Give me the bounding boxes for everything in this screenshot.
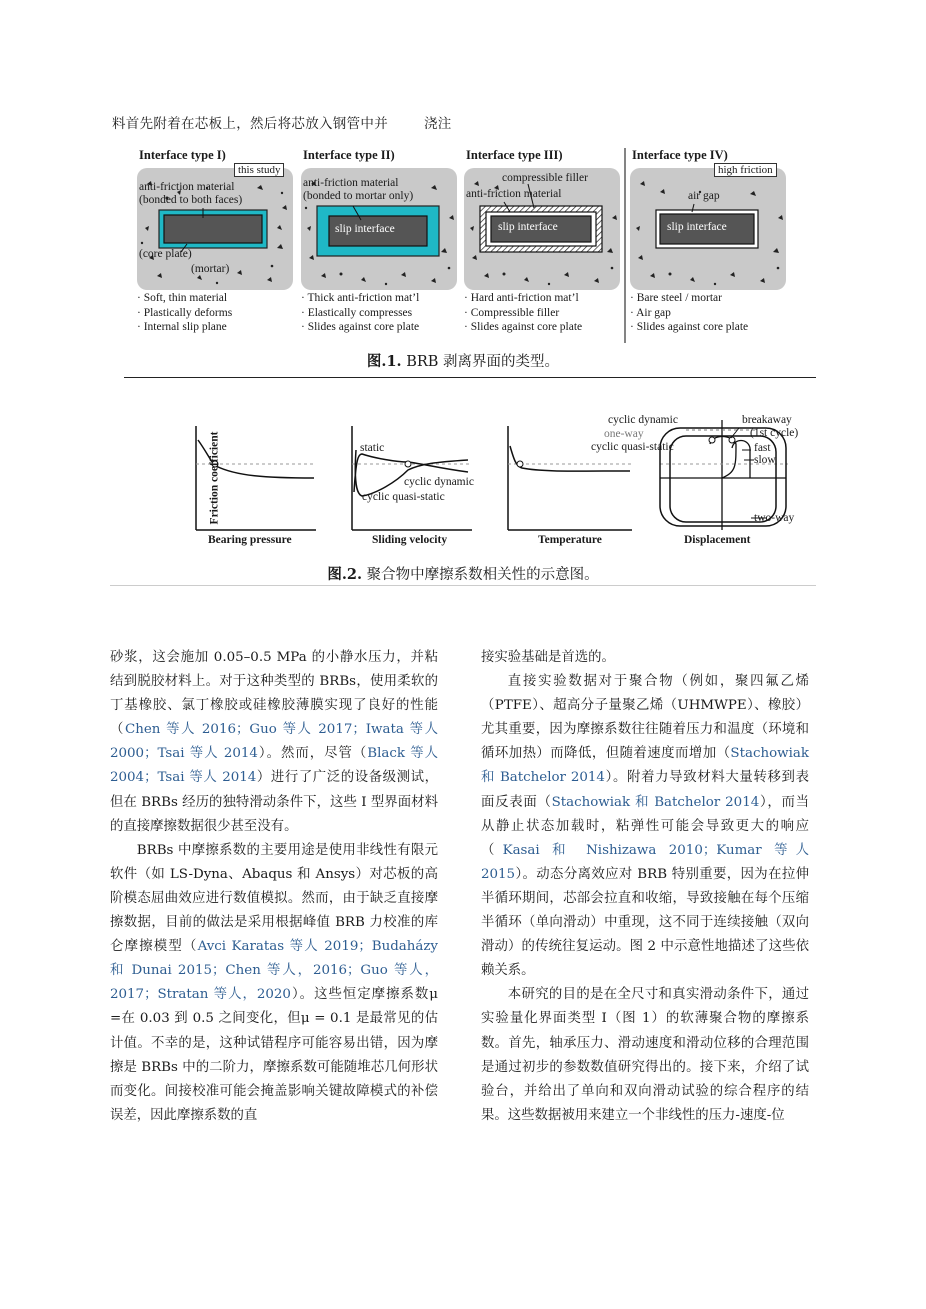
text-run: 接实验基础是首选的。 <box>481 650 615 665</box>
fig2-label-static: static <box>360 442 385 454</box>
panel-1-label-material: anti-friction material <box>139 181 235 193</box>
fig2-label-one-way: one-way <box>604 428 644 440</box>
core-plate-1 <box>164 215 262 243</box>
panel-4-bullets <box>630 291 790 335</box>
fig2-label-cyclic-dynamic: cyclic dynamic <box>404 476 474 488</box>
fig2-label-fast: fast <box>754 442 771 454</box>
panel-1-label-mortar: (mortar) <box>191 263 230 275</box>
panel-4-label-airgap: air gap <box>688 190 720 202</box>
text-run: ）进行了广泛的设备级测试，但在 BRBs 经历的独特滑动条件下，这些 I 型界面材料的直接摩擦数据很少甚至没有。 <box>110 770 439 834</box>
figure-1-panel-3 <box>464 148 620 343</box>
panel-3-label-slip: slip interface <box>498 221 558 233</box>
panel-3-bullets <box>464 291 624 335</box>
figure-1-divider <box>623 148 627 348</box>
left-column <box>110 646 438 1128</box>
top-text-part1: 料首先附着在芯板上，然后将芯放入钢管中并 <box>112 116 388 132</box>
figure-1-rule <box>124 377 816 378</box>
figure-2 <box>176 410 816 555</box>
text-run: ）。附着力导致材料大量转移到表面反表面（ <box>481 770 809 810</box>
panel-2-title: Interface type II) <box>303 148 395 162</box>
panel-3-bullet: · Compressible filler <box>464 306 560 319</box>
panel-2-bullet: · Elastically compresses <box>301 306 413 319</box>
right-column <box>481 646 809 1128</box>
panel-2-label-material: anti-friction material <box>303 177 399 189</box>
panel-1-title: Interface type I) <box>139 148 226 162</box>
paragraph <box>110 839 438 1128</box>
citation[interactable]: Stachowiak 和 Batchelor 2014 <box>481 746 809 786</box>
figure-1-caption <box>0 350 926 371</box>
panel-2-label-bonded: (bonded to mortar only) <box>303 190 414 202</box>
panel-1-bullet: · Soft, thin material <box>137 292 228 304</box>
fig2-y-axis-label: Friction coefficient <box>208 431 221 525</box>
citation[interactable]: Kasai 和 Nishizawa 2010；Kumar 等人 2015 <box>481 842 810 882</box>
fig2-label-slow: slow <box>754 454 776 466</box>
panel-3-bullet: · Hard anti-friction mat’l <box>464 292 579 304</box>
figure-2-rule <box>110 585 816 586</box>
panel-2-label-slip: slip interface <box>335 223 395 235</box>
panel-3-label-filler: compressible filler <box>502 172 588 184</box>
fig2-x-label-3: Temperature <box>538 534 602 546</box>
panel-3-label-material: anti-friction material <box>466 188 562 200</box>
text-run: ）。然而，尽管（ <box>257 746 368 762</box>
citation[interactable]: Black 等人 2004；Tsai 等人 2014 <box>110 746 438 786</box>
panel-4-label-slip: slip interface <box>667 221 727 233</box>
text-run: 本研究的目的是在全尺寸和真实滑动条件下，通过实验量化界面类型 I（图 1）的软薄聚合物的摩擦系数。首先，轴承压力、滑动速度和滑动位移的合理范围是通过初步的参数数值研究得出的。接下来，介绍了试验台，并给出了单向和双向滑动试验的综合程序的结果。这些数据被用来建立一个非线性的压力-速度-位 <box>481 987 809 1123</box>
text-run: ）。动态分离效应对 BRB 特别重要，因为在拉伸半循环期间，芯部会拉直和收缩，导致接触在每个压缩半循环（单向滑动）中重现，这不同于连续接触（双向滑动）的传统往复运动。图 2 中示意性地描述了这些依赖关系。 <box>481 866 809 979</box>
figure-2-caption-text: 聚合物中摩擦系数相关性的示意图。 <box>362 567 599 583</box>
citation[interactable]: Stachowiak 和 Batchelor 2014 <box>551 794 760 810</box>
fig2-label-cyclic-quasi-static: cyclic quasi-static <box>362 491 445 503</box>
figure-1 <box>137 148 787 348</box>
panel-2-bullets <box>301 291 461 335</box>
figure-1-caption-text: BRB 剥离界面的类型。 <box>401 354 560 370</box>
panel-1-label-core: (core plate) <box>139 248 192 260</box>
panel-4-title: Interface type IV) <box>632 148 728 162</box>
figure-1-caption-label: 图.1. <box>366 353 402 370</box>
panel-1-bullet: · Plastically deforms <box>137 306 233 319</box>
panel-4-bullet: · Slides against core plate <box>630 321 749 333</box>
figure-1-panel-2 <box>301 148 457 343</box>
text-run: BRBs 中摩擦系数的主要用途是使用非线性有限元软件（如 LS-Dyna、Abaqus 和 Ansys）对芯板的高阶模态屈曲效应进行数值模拟。然而，由于缺乏直接摩擦数据，目前的做法是采用根据峰值 BRB 力校准的库仑摩擦模型（ <box>110 842 438 955</box>
figure-2-caption-label: 图.2. <box>327 566 363 583</box>
paragraph <box>110 646 438 839</box>
panel-1-tag: this study <box>234 163 284 177</box>
panel-4-tag: high friction <box>714 163 777 177</box>
text-run: 直接实验数据对于聚合物（例如，聚四氟乙烯（PTFE）、超高分子量聚乙烯（UHMWPE）、橡胶）尤其重要，因为摩擦系数往往随着压力和温度（环境和循环加热）而降低，但随着速度而增加（ <box>481 674 809 762</box>
figure-1-panel-4 <box>630 148 786 343</box>
panel-3-title: Interface type III) <box>466 148 563 162</box>
panel-2-graphic <box>301 148 457 293</box>
panel-1-bullet: · Internal slip plane <box>137 321 227 333</box>
text-run: 砂浆，这会施加 0.05–0.5 MPa 的小静水压力，并粘结到脱胶材料上。对于这种类型的 BRBs，使用柔软的丁基橡胶、氯丁橡胶或硅橡胶薄膜实现了良好的性能（ <box>110 650 438 738</box>
fig2-x-label-1: Bearing pressure <box>208 534 292 546</box>
panel-4-bullet: · Bare steel / mortar <box>630 292 722 304</box>
text-run: ）。这些恒定摩擦系数μ =在 0.03 到 0.5 之间变化，但μ = 0.1 是最常见的估计值。不幸的是，这种试错程序可能容易出错，因为摩擦是 BRBs 中的二阶力，摩擦系数可能随堆芯几何形状而变化。间接校准可能会掩盖影响关键故障模式的补偿误差，因此摩擦系数的直 <box>110 987 438 1123</box>
fig2-x-label-2: Sliding velocity <box>372 534 448 546</box>
paragraph <box>481 670 809 983</box>
panel-4-bullet: · Air gap <box>630 306 671 319</box>
text-run: ），而当从静止状态加载时，粘弹性可能会导致更大的响应（ <box>481 794 809 858</box>
figure-2-caption <box>0 563 926 584</box>
fig2-label-quasi-static-4: cyclic quasi-static <box>591 441 674 453</box>
fig2-x-label-4: Displacement <box>684 534 751 546</box>
paragraph <box>481 983 809 1128</box>
fig2-label-breakaway: breakaway <box>742 414 792 426</box>
panel-1-label-bonded: (bonded to both faces) <box>139 194 243 206</box>
panel-2-bullet: · Thick anti-friction mat’l <box>301 292 420 304</box>
citation[interactable]: Avci Karatas 等人 2019；Budaházy 和 Dunai 2015；Chen 等人，2016；Guo 等人，2017；Stratan 等人，2020 <box>110 939 439 1003</box>
fig2-label-cyclic-dynamic-4: cyclic dynamic <box>608 414 678 426</box>
top-text-part2: 浇注 <box>424 116 452 132</box>
figure-1-panel-1 <box>137 148 293 343</box>
panel-2-bullet: · Slides against core plate <box>301 321 420 333</box>
fig2-label-first-cycle: (1st cycle) <box>750 427 799 439</box>
fig2-label-two-way: two-way <box>754 512 795 524</box>
top-text-line <box>112 112 812 132</box>
paragraph <box>481 646 809 670</box>
panel-3-bullet: · Slides against core plate <box>464 321 583 333</box>
citation[interactable]: Chen 等人 2016；Guo 等人 2017；Iwata 等人 2000；Tsai 等人 2014 <box>110 722 438 762</box>
panel-1-bullets <box>137 291 297 335</box>
